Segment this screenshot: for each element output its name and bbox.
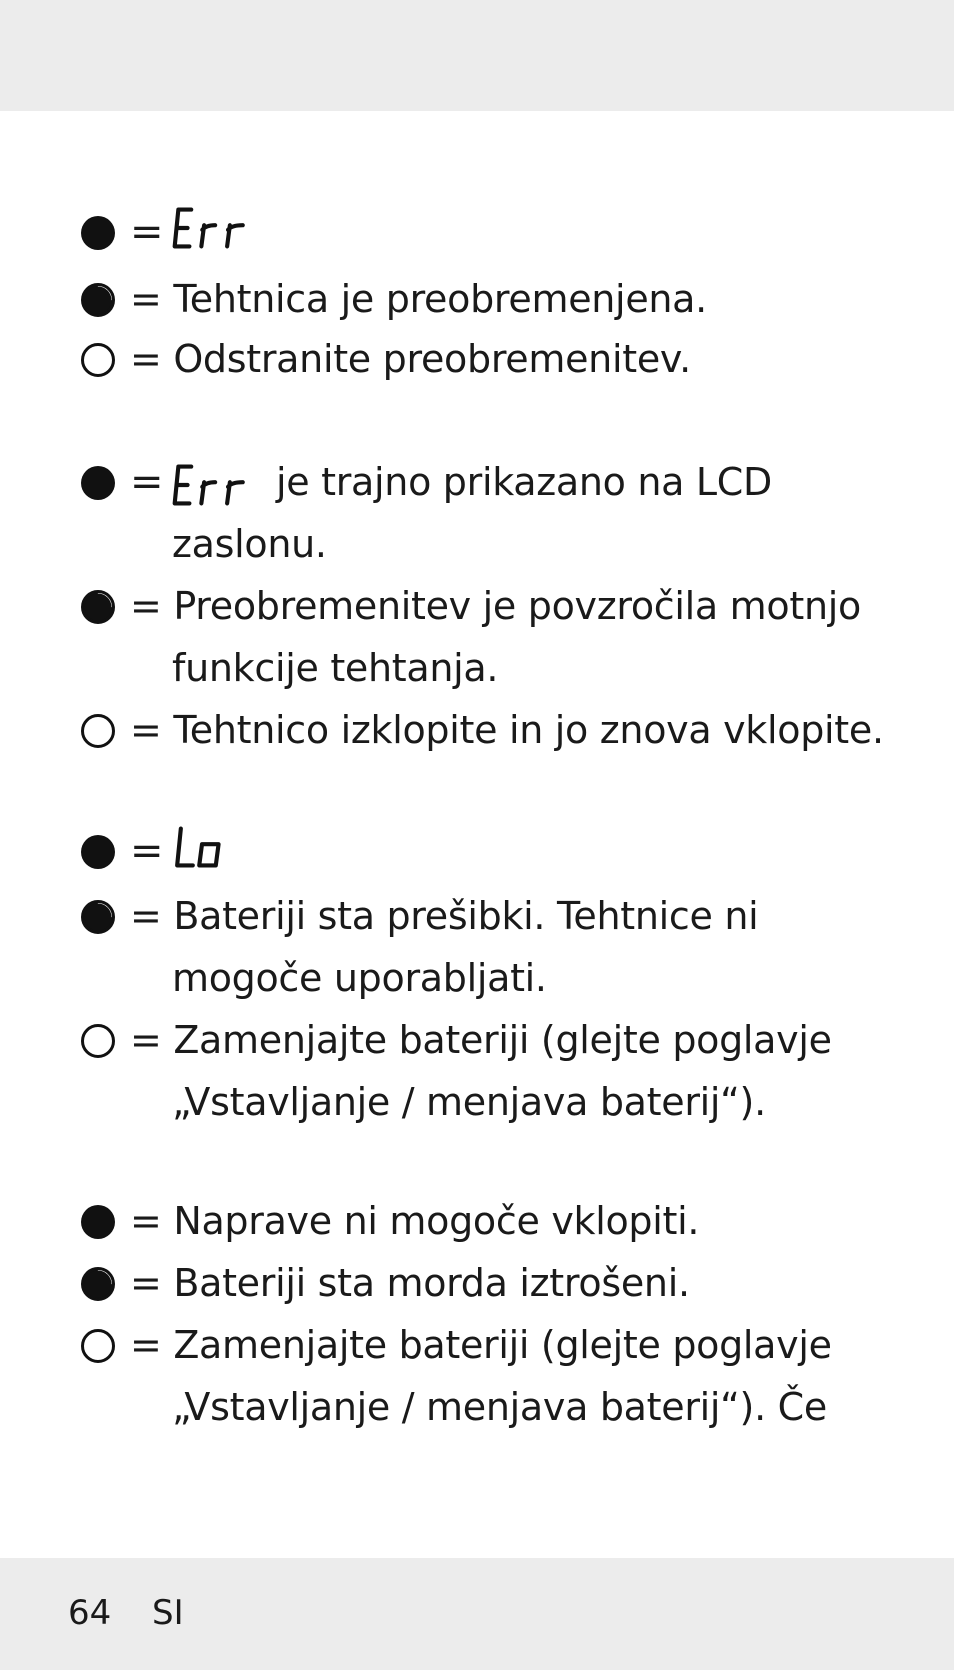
- group2-off-text: = Tehtnico izklopite in jo znova vklopite.: [130, 708, 884, 752]
- filled-circle-icon: [80, 465, 116, 501]
- filled-circle-icon: [80, 834, 116, 870]
- lcd-lo-display-icon: [172, 824, 232, 870]
- empty-circle-icon: [80, 1023, 116, 1059]
- empty-circle-icon: [80, 342, 116, 378]
- equals-sign: =: [130, 209, 164, 255]
- footer-band: [0, 1558, 954, 1670]
- filled-circle-icon: [80, 1204, 116, 1240]
- group2-solid-continuation: zaslonu.: [172, 522, 327, 566]
- group3-off-text: = Zamenjajte bateriji (glejte poglavje: [130, 1018, 832, 1062]
- filled-circle-icon: [80, 215, 116, 251]
- group3-blinking-text: = Bateriji sta prešibki. Tehtnice ni: [130, 894, 759, 938]
- equals-sign: =: [130, 828, 164, 874]
- empty-circle-icon: [80, 713, 116, 749]
- group4-solid-text: = Naprave ni mogoče vklopiti.: [130, 1199, 700, 1243]
- lcd-err-display-icon: [172, 205, 262, 251]
- half-filled-circle-icon: [80, 589, 116, 625]
- group1-off-text: = Odstranite preobremenitev.: [130, 337, 691, 381]
- group2-blinking-text: = Preobremenitev je povzročila motnjo: [130, 584, 861, 628]
- group3-blinking-continuation: mogoče uporabljati.: [172, 956, 547, 1000]
- top-margin-band: [0, 0, 954, 111]
- group4-blinking-text: = Bateriji sta morda iztrošeni.: [130, 1261, 690, 1305]
- language-code: SI: [152, 1593, 184, 1633]
- half-filled-circle-icon: [80, 1266, 116, 1302]
- group2-solid-line: [172, 451, 772, 513]
- group2-solid-text: je trajno prikazano na LCD: [276, 460, 772, 504]
- group4-off-continuation: „Vstavljanje / menjava baterij“). Če: [172, 1385, 827, 1429]
- empty-circle-icon: [80, 1328, 116, 1364]
- group4-off-text: = Zamenjajte bateriji (glejte poglavje: [130, 1323, 832, 1367]
- equals-sign: =: [130, 459, 164, 505]
- lcd-err-display-icon: [172, 462, 262, 508]
- page-number: 64: [68, 1593, 112, 1633]
- group2-blinking-continuation: funkcije tehtanja.: [172, 646, 499, 690]
- half-filled-circle-icon: [80, 282, 116, 318]
- group1-blinking-text: = Tehtnica je preobremenjena.: [130, 277, 707, 321]
- group3-off-continuation: „Vstavljanje / menjava baterij“).: [172, 1080, 766, 1124]
- half-filled-circle-icon: [80, 899, 116, 935]
